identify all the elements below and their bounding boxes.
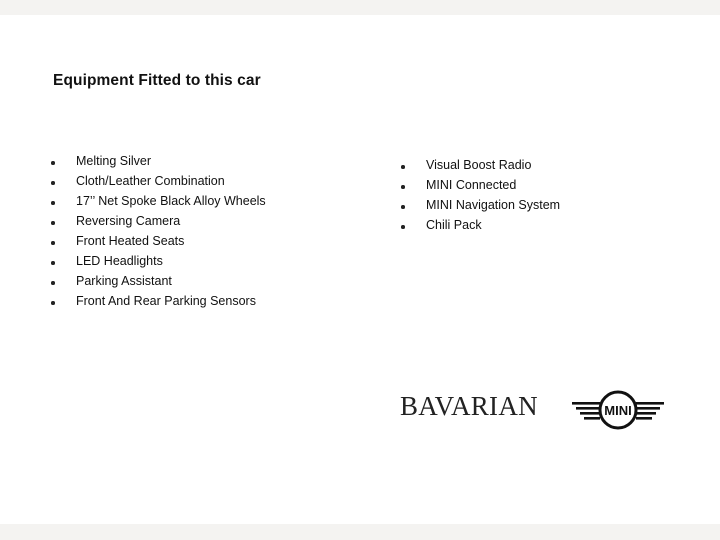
dealer-name: BAVARIAN — [400, 391, 538, 421]
equipment-item — [398, 195, 560, 215]
mini-logo-icon — [572, 388, 664, 432]
bullet-icon — [51, 301, 55, 305]
bullet-icon — [401, 185, 405, 189]
equipment-item-label: Melting Silver — [76, 154, 152, 168]
equipment-item-label: Parking Assistant — [76, 274, 172, 288]
equipment-list-right — [398, 155, 560, 235]
bullet-icon — [51, 241, 55, 245]
equipment-item — [48, 231, 266, 251]
equipment-sheet — [0, 15, 720, 524]
equipment-item — [48, 211, 266, 231]
equipment-item-label: Front Heated Seats — [76, 234, 185, 248]
bullet-icon — [51, 261, 55, 265]
equipment-item-label: Cloth/Leather Combination — [76, 174, 225, 188]
equipment-item — [48, 291, 266, 311]
bullet-icon — [51, 201, 55, 205]
bullet-icon — [401, 205, 405, 209]
bullet-icon — [401, 225, 405, 229]
equipment-item — [48, 191, 266, 211]
equipment-list-left — [48, 151, 266, 311]
equipment-item — [48, 271, 266, 291]
equipment-item-label: MINI Connected — [426, 178, 517, 192]
equipment-item — [48, 171, 266, 191]
bullet-icon — [51, 181, 55, 185]
equipment-item-label: Chili Pack — [426, 218, 482, 232]
equipment-item-label: LED Headlights — [76, 254, 163, 268]
dealer-branding — [400, 391, 670, 435]
bullet-icon — [51, 221, 55, 225]
equipment-item-label: Visual Boost Radio — [426, 158, 532, 172]
page-title: Equipment Fitted to this car — [53, 72, 261, 89]
bullet-icon — [51, 161, 55, 165]
mini-logo-text: MINI — [604, 403, 632, 418]
equipment-item — [48, 151, 266, 171]
equipment-item-label: Front And Rear Parking Sensors — [76, 294, 256, 308]
equipment-item-label: MINI Navigation System — [426, 198, 561, 212]
bullet-icon — [51, 281, 55, 285]
equipment-item — [398, 175, 560, 195]
equipment-item-label: Reversing Camera — [76, 214, 181, 228]
equipment-item — [48, 251, 266, 271]
equipment-item — [398, 215, 560, 235]
equipment-item — [398, 155, 560, 175]
equipment-item-label: 17’’ Net Spoke Black Alloy Wheels — [76, 194, 266, 208]
bullet-icon — [401, 165, 405, 169]
